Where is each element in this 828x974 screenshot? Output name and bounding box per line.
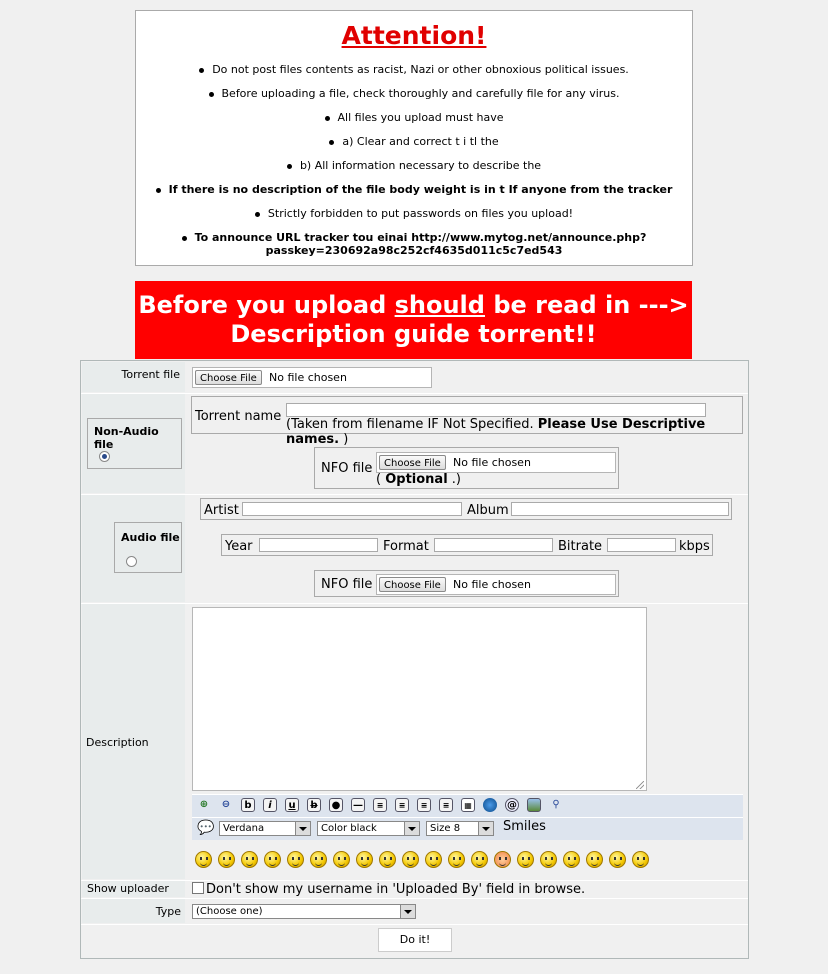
show-uploader-label-cell xyxy=(82,881,185,897)
cool-icon[interactable] xyxy=(517,851,534,868)
nfo-group-2 xyxy=(314,570,619,597)
big-smile-icon[interactable] xyxy=(241,851,258,868)
rule-8-passkey: passkey=230692a98c252cf4635d011c5c7ed543 xyxy=(265,244,563,257)
nfo-file-input-1[interactable]: Choose File No file chosen xyxy=(376,452,616,473)
chevron-down-icon xyxy=(295,822,310,835)
clown-icon[interactable] xyxy=(494,851,511,868)
row-divider xyxy=(81,924,748,925)
hide-username-checkbox[interactable] xyxy=(192,882,204,894)
attention-box xyxy=(135,10,693,266)
bullet-icon xyxy=(156,188,161,193)
wink-icon[interactable] xyxy=(356,851,373,868)
upload-guide-banner xyxy=(135,281,692,359)
zoom-out-icon[interactable]: ⊖ xyxy=(221,799,231,810)
year-format-bitrate-group xyxy=(221,534,713,556)
bullet-icon xyxy=(287,164,292,169)
rule-4: a) Clear and correct t i tl the xyxy=(136,135,692,149)
show-uploader-label: Show uploader xyxy=(87,882,169,895)
album-input[interactable] xyxy=(511,502,729,516)
bbcode-toolbar xyxy=(192,794,743,817)
nfo-label-1: NFO file xyxy=(321,461,373,476)
attention-title: Attention! xyxy=(341,21,487,50)
thinking-icon[interactable] xyxy=(379,851,396,868)
chevron-down-icon xyxy=(478,822,493,835)
angel-icon[interactable] xyxy=(563,851,580,868)
rule-2: Before uploading a file, check thoroughly and carefully file for any virus. xyxy=(136,87,692,101)
bold-icon[interactable]: b xyxy=(241,798,255,812)
bullet-icon xyxy=(209,92,214,97)
banner-line-1: Before you upload should be read in ---> xyxy=(138,291,689,319)
artist-label: Artist xyxy=(204,503,239,518)
globe-link-icon[interactable] xyxy=(483,798,497,812)
nfo-optional-note: ( Optional .) xyxy=(376,472,462,487)
sleepy-icon[interactable] xyxy=(540,851,557,868)
worried-icon[interactable] xyxy=(402,851,419,868)
bullet-icon xyxy=(255,212,260,217)
upload-form xyxy=(80,360,749,959)
artist-album-group xyxy=(200,498,732,520)
rule-7: Strictly forbidden to put passwords on files you upload! xyxy=(136,207,692,221)
audio-option[interactable] xyxy=(114,522,182,573)
rolleyes-icon[interactable] xyxy=(609,851,626,868)
laugh-icon[interactable] xyxy=(264,851,281,868)
smiles-label: Smiles xyxy=(503,819,546,834)
nfo-label-2: NFO file xyxy=(321,577,373,592)
font-select[interactable]: Verdana xyxy=(219,821,311,836)
bitrate-input[interactable] xyxy=(607,538,676,552)
surprised-icon[interactable] xyxy=(471,851,488,868)
torrent-choose-file-button[interactable]: Choose File xyxy=(195,370,262,385)
nfo-group-1 xyxy=(314,447,619,489)
confused-icon[interactable] xyxy=(333,851,350,868)
torrent-name-hint: (Taken from filename IF Not Specified. Please Use Descriptive names. ) xyxy=(286,417,706,447)
audio-label: Audio file xyxy=(121,531,180,544)
torrent-name-label: Torrent name xyxy=(195,409,282,424)
year-input[interactable] xyxy=(259,538,378,552)
size-select[interactable]: Size 8 xyxy=(426,821,494,836)
torrent-file-input[interactable]: Choose File No file chosen xyxy=(192,367,432,388)
submit-button[interactable]: Do it! xyxy=(378,928,452,952)
grin-icon[interactable] xyxy=(218,851,235,868)
rule-3: All files you upload must have xyxy=(136,111,692,125)
content-icon[interactable] xyxy=(632,851,649,868)
shocked-icon[interactable] xyxy=(287,851,304,868)
bitrate-label: Bitrate xyxy=(558,539,603,554)
textarea-resize-grip[interactable] xyxy=(636,781,645,790)
description-textarea[interactable] xyxy=(192,607,647,791)
type-select[interactable]: (Choose one) xyxy=(192,904,416,919)
format-label: Format xyxy=(383,539,429,554)
align-justify-icon[interactable]: ≡ xyxy=(439,798,453,812)
should-link[interactable]: should xyxy=(394,291,485,319)
italic-icon[interactable]: i xyxy=(263,798,277,812)
chevron-down-icon xyxy=(400,905,415,918)
rule-1: Do not post files contents as racist, Nazi or other obnoxious political issues. xyxy=(136,63,692,77)
non-audio-option[interactable] xyxy=(87,418,182,469)
format-toolbar xyxy=(192,817,743,840)
non-audio-radio[interactable] xyxy=(99,451,110,462)
torrent-name-input[interactable] xyxy=(286,403,706,417)
description-label-cell xyxy=(82,604,185,879)
align-right-icon[interactable]: ≡ xyxy=(417,798,431,812)
nfo-choose-file-button-2[interactable]: Choose File xyxy=(379,577,446,592)
type-label: Type xyxy=(155,905,181,918)
rule-5: b) All information necessary to describe the xyxy=(136,159,692,173)
whistle-icon[interactable] xyxy=(586,851,603,868)
strikethrough-icon[interactable]: b xyxy=(307,798,321,812)
sad-icon[interactable] xyxy=(448,851,465,868)
image-icon[interactable] xyxy=(527,798,541,812)
tongue-icon[interactable] xyxy=(310,851,327,868)
audio-radio[interactable] xyxy=(126,556,137,567)
rule-6: If there is no description of the file body weight is in t If anyone from the tracker xyxy=(136,183,692,197)
bullet-icon xyxy=(182,236,187,241)
format-input[interactable] xyxy=(434,538,553,552)
description-label: Description xyxy=(86,736,149,749)
nfo-file-input-2[interactable]: Choose File No file chosen xyxy=(376,574,616,595)
speech-bubble-icon: 💬 xyxy=(197,820,215,836)
smiley-row xyxy=(195,851,675,869)
email-icon[interactable]: @ xyxy=(507,800,517,811)
nfo-choose-file-button-1[interactable]: Choose File xyxy=(379,455,446,470)
align-left-icon[interactable]: ≡ xyxy=(373,798,387,812)
color-select[interactable]: Color black xyxy=(317,821,420,836)
album-label: Album xyxy=(467,503,509,518)
search-icon[interactable]: ⚲ xyxy=(552,799,560,810)
banner-line-2: Description guide torrent!! xyxy=(230,320,597,348)
non-audio-label: Non-Audio file xyxy=(94,425,159,451)
torrent-file-label: Torrent file xyxy=(121,368,180,381)
chevron-down-icon xyxy=(404,822,419,835)
torrent-name-group xyxy=(191,396,743,447)
artist-input[interactable] xyxy=(242,502,462,516)
smile-icon[interactable] xyxy=(195,851,212,868)
torrent-file-label-cell xyxy=(82,362,185,392)
underline-icon[interactable]: u xyxy=(285,798,299,812)
horizontal-rule-icon[interactable]: — xyxy=(353,800,363,811)
year-label: Year xyxy=(225,539,253,554)
bullet-icon xyxy=(325,116,330,121)
kbps-label: kbps xyxy=(679,539,710,554)
list-bullet-icon[interactable]: ● xyxy=(329,798,343,812)
rule-8: To announce URL tracker tou einai http://www.mytog.net/announce.php? xyxy=(136,231,692,245)
zoom-in-icon[interactable]: ⊕ xyxy=(199,799,209,810)
align-center-icon[interactable]: ≡ xyxy=(395,798,409,812)
table-icon[interactable]: ▦ xyxy=(461,798,475,812)
sick-icon[interactable] xyxy=(425,851,442,868)
type-label-cell xyxy=(82,899,185,923)
bullet-icon xyxy=(329,140,334,145)
hide-username-text: Don't show my username in 'Uploaded By' field in browse. xyxy=(206,882,586,897)
bullet-icon xyxy=(199,68,204,73)
